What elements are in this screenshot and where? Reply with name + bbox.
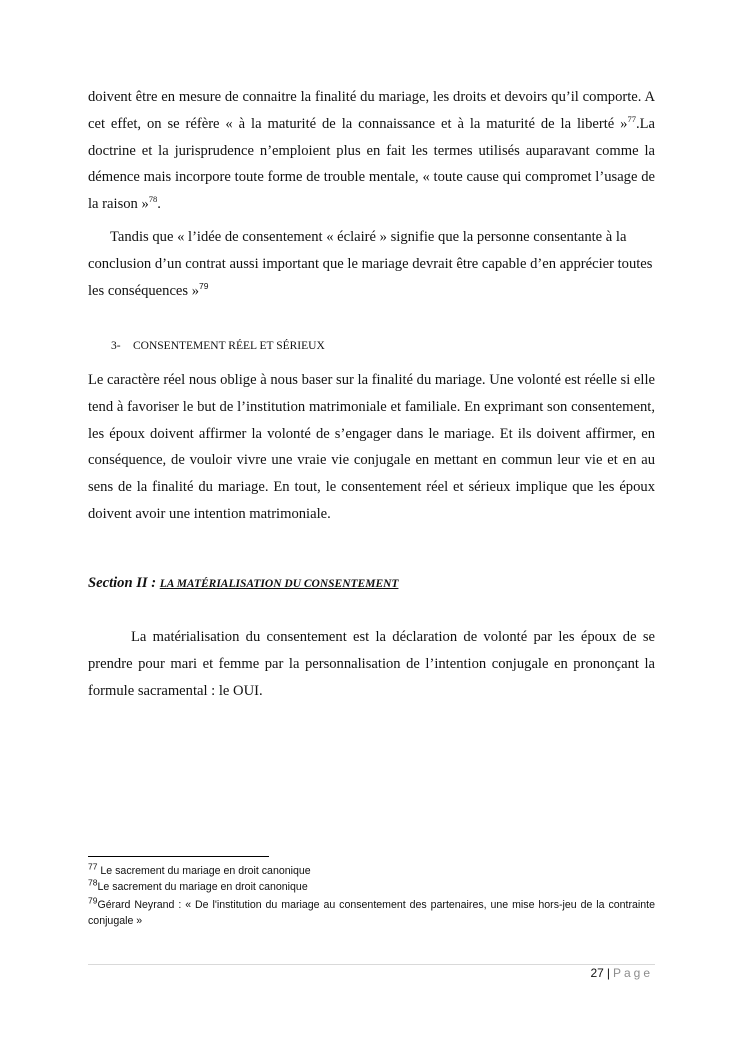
section-title: LA MATÉRIALISATION DU CONSENTEMENT — [159, 578, 399, 590]
paragraph-2 — [88, 224, 655, 304]
footnote-ref-79: 79 — [199, 280, 209, 291]
paragraph-1-text-b: .La doctrine et la jurisprudence n’emploient plus en fait les termes utilisés auparavant comme la démence mais incorpore toute forme de trouble mentale, « toute cause qui compromet l’usage de la raison » — [88, 115, 655, 213]
paragraph-1-text-a: doivent être en mesure de connaitre la finalité du mariage, les droits et devoirs qu’il comporte. A cet effet, on se réfère « à la maturité de la connaissance et à la maturité de la liberté » — [88, 89, 655, 132]
footnote-text: Le sacrement du mariage en droit canonique — [97, 865, 311, 877]
paragraph-2-text: Tandis que « l’idée de consentement « éclairé » signifie que la personne consentante à la conclusion d’un contrat aussi important que le mariage devrait être capable d’en apprécier toutes les conséquences » — [88, 229, 653, 299]
subsection-title: CONSENTEMENT RÉEL ET SÉRIEUX — [133, 340, 325, 352]
section-label: Section II : — [88, 575, 160, 591]
footnote-number: 77 — [88, 861, 98, 872]
page-label: Page — [612, 966, 653, 980]
page-number: 27 — [590, 966, 604, 980]
footnote-ref-78: 78 — [148, 194, 158, 205]
paragraph-4 — [88, 624, 655, 704]
footnote-text: Gérard Neyrand : « De l'institution du mariage au consentement des partenaires, une mise hors-jeu de la contrainte conjugale » — [88, 899, 655, 927]
footnote-separator — [88, 856, 269, 857]
footnote-ref-77: 77 — [627, 113, 636, 124]
section-heading — [88, 575, 398, 592]
paragraph-1 — [88, 84, 655, 218]
footnote-number: 78 — [88, 877, 98, 888]
footer-separator: | — [606, 966, 610, 980]
paragraph-1-text-c: . — [157, 196, 161, 213]
footnote-number: 79 — [88, 895, 98, 906]
subsection-heading — [111, 340, 325, 352]
subsection-number: 3- — [111, 340, 121, 352]
footnote-text: Le sacrement du mariage en droit canonique — [97, 881, 308, 893]
footer-divider — [88, 964, 655, 965]
page-footer — [590, 966, 653, 980]
footnote-78 — [88, 879, 655, 895]
paragraph-3-text: Le caractère réel nous oblige à nous baser sur la finalité du mariage. Une volonté est réelle si elle tend à favoriser le but de l’institution matrimoniale et familiale. En exprimant son consentement, les époux doivent affirmer la volonté de s’engager dans le mariage. Et ils doivent affirmer, en conséquence, de vouloir vivre une vraie vie conjugale en mettant en commun leur vie et en au sens de la finalité du mariage. En tout, le consentement réel et sérieux implique que les époux doivent avoir une intention matrimoniale. — [88, 372, 655, 522]
paragraph-4-text: La matérialisation du consentement est la déclaration de volonté par les époux de se prendre pour mari et femme par la personnalisation de l’intention conjugale en prononçant la formule sacramental : le OUI. — [88, 629, 655, 699]
paragraph-3 — [88, 367, 655, 528]
footnote-77 — [88, 863, 655, 879]
footnote-79 — [88, 897, 655, 929]
